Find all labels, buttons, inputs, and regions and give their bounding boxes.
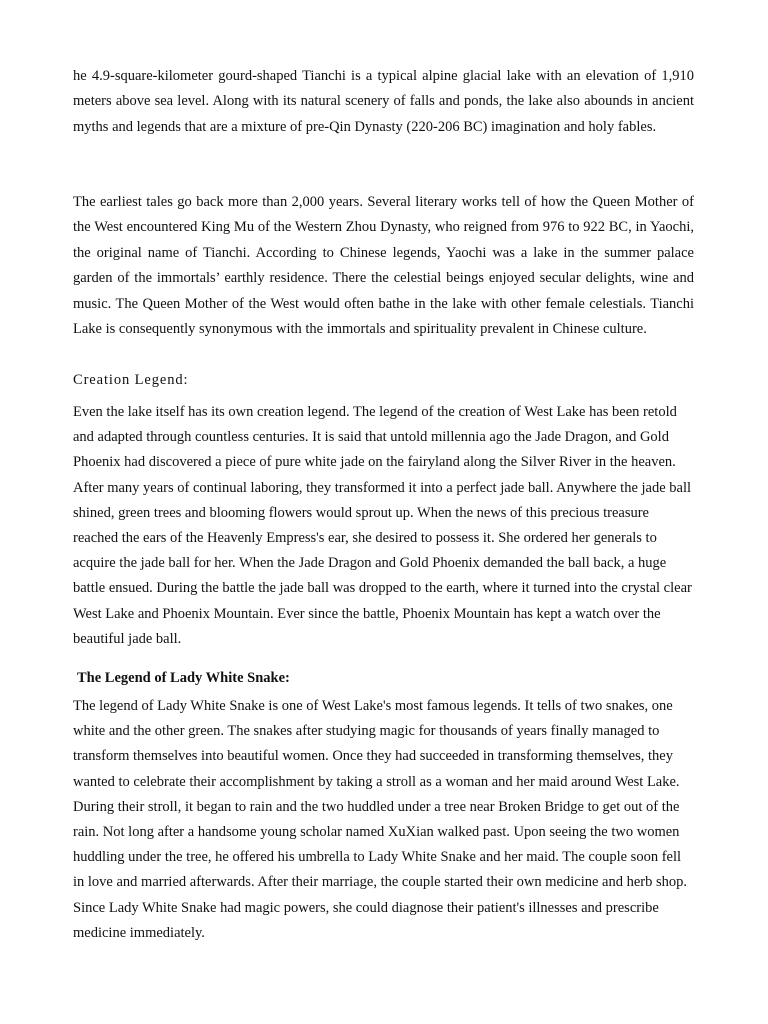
paragraph-earliest-tales: The earliest tales go back more than 2,000 years. Several literary works tell of how the Queen Mother of the West encountered King Mu of the Western Zhou Dynasty, who reigned from 976 to 922 BC, in Yaochi, the original name of Tianchi. According to Chinese legends, Yaochi was a lake in the summer palace garden of the immortals’ earthly residence. There the celestial beings enjoyed secular delights, wine and music. The Queen Mother of the West would often bathe in the lake with other female celestials. Tianchi Lake is consequently synonymous with the immortals and spirituality prevalent in Chinese culture. xyxy=(73,194,694,338)
paragraph-lady-white-snake: The legend of Lady White Snake is one of West Lake's most famous legends. It tells of two snakes, one white and the other green. The snakes after studying magic for thousands of years finally managed to transform themselves into beautiful women. Once they had succeeded in transforming themselves, they wanted to celebrate their accomplishment by taking a stroll as a woman and her maid around West Lake. During their stroll, it began to rain and the two huddled under a tree near Broken Bridge to get out of the rain. Not long after a handsome young scholar named XuXian walked past. Upon seeing the two women huddling under the tree, he offered his umbrella to Lady White Snake and her maid. The couple soon fell in love and married afterwards. After their marriage, the couple started their own medicine and herb shop. Since Lady White Snake had magic powers, she could diagnose their patient's illnesses and prescribe medicine immediately. xyxy=(73,698,688,941)
heading-creation-legend: Creation Legend: xyxy=(73,372,189,388)
paragraph-creation-legend: Even the lake itself has its own creation legend. The legend of the creation of West Lake has been retold and adapted through countless centuries. It is said that untold millennia ago the Jade Dragon, and Gold Phoenix had discovered a piece of pure white jade on the fairyland along the Silver River in the heaven. After many years of continual laboring, they transformed it into a perfect jade ball. Anywhere the jade ball shined, green trees and blooming flowers would sprout up. When the news of this precious treasure reached the ears of the Heavenly Empress's ear, she desired to possess it. She ordered her generals to acquire the jade ball for her. When the Jade Dragon and Gold Phoenix demanded the ball back, a huge battle ensued. During the battle the jade ball was dropped to the earth, where it turned into the crystal clear West Lake and Phoenix Mountain. Ever since the battle, Phoenix Mountain has kept a watch over the beautiful jade ball. xyxy=(73,404,692,647)
paragraph-tianchi-intro: he 4.9-square-kilometer gourd-shaped Tianchi is a typical alpine glacial lake with an elevation of 1,910 meters above sea level. Along with its natural scenery of falls and ponds, the lake also abounds in ancient myths and legends that are a mixture of pre-Qin Dynasty (220-206 BC) imagination and holy fables. xyxy=(73,68,694,135)
heading-lady-white-snake: The Legend of Lady White Snake: xyxy=(77,670,290,686)
